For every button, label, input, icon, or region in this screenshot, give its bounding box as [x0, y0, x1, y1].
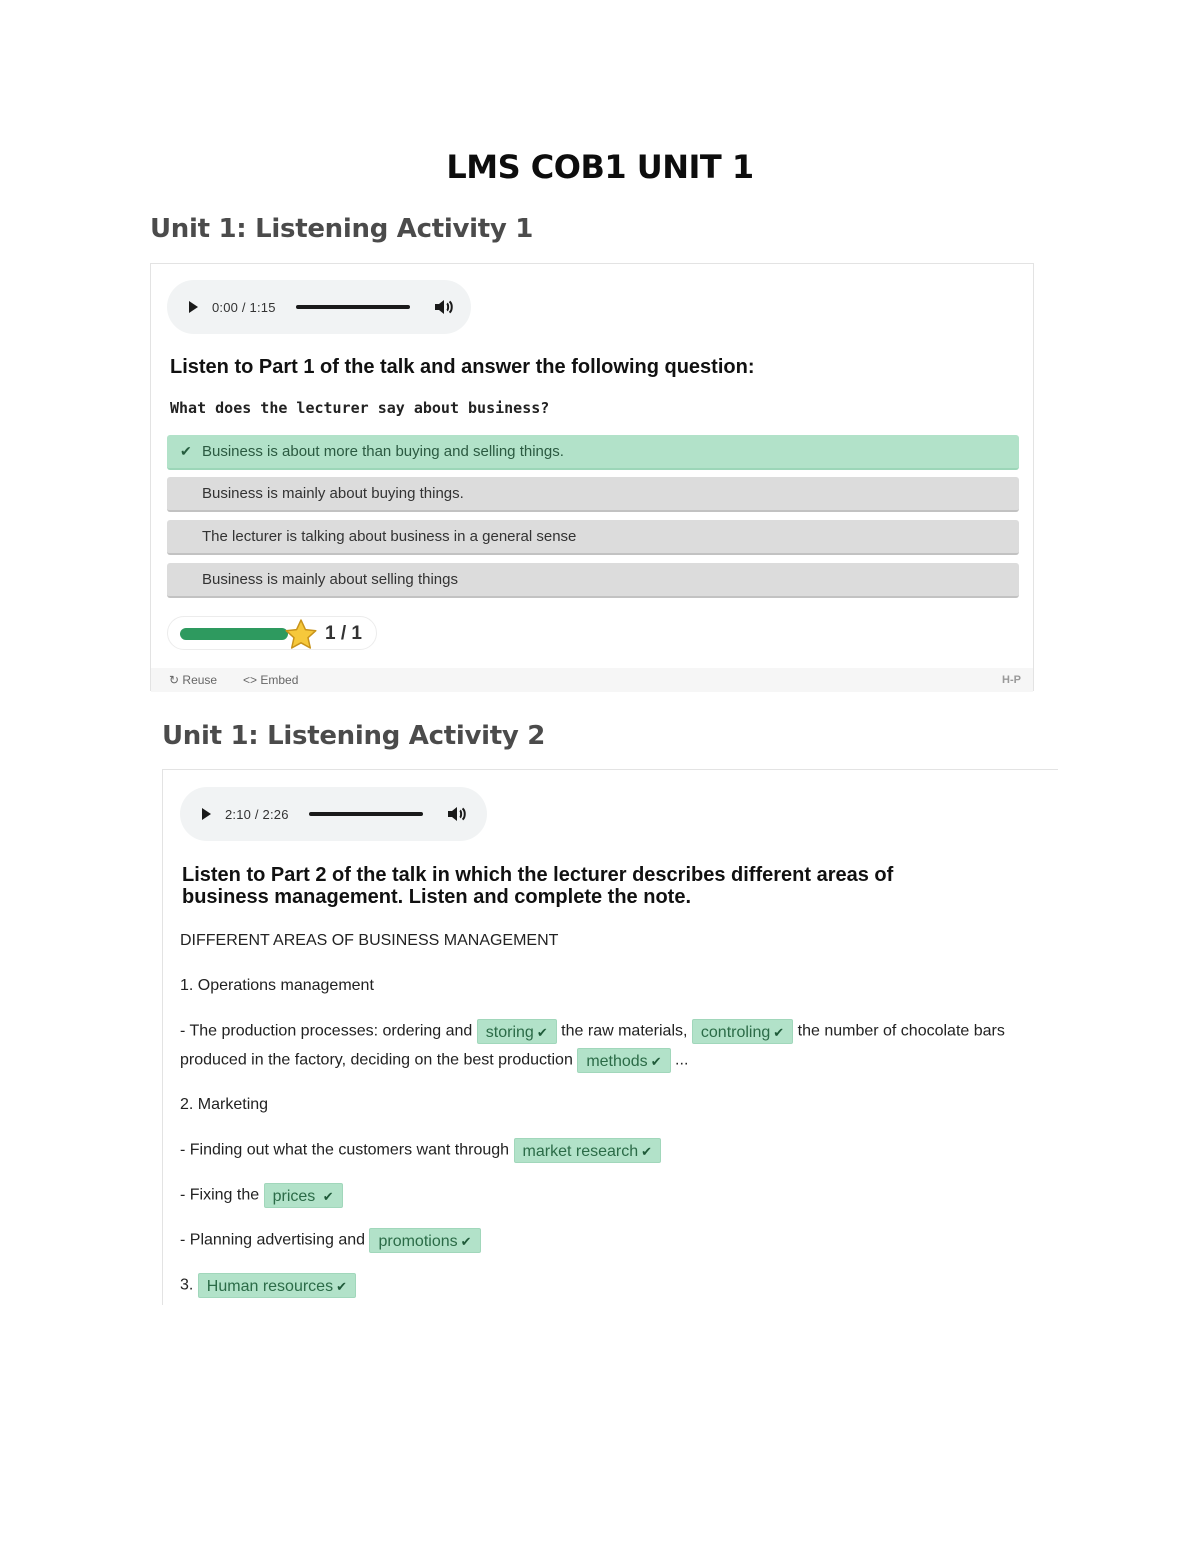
reuse-label: Reuse	[182, 673, 218, 687]
note-line-market-research	[180, 1138, 661, 1163]
answer-option-3[interactable]	[167, 520, 1019, 555]
reuse-button[interactable]	[169, 673, 217, 687]
gap-text: Human resources	[206, 1278, 334, 1295]
activity2-card	[162, 769, 1058, 1305]
check-icon: ✔	[650, 1054, 662, 1069]
audio-time: 2:10 / 2:26	[225, 806, 289, 822]
score-text: 1 / 1	[325, 623, 362, 644]
activity2-question-title-line2: business management. Listen and complete the note.	[182, 886, 691, 908]
answer-option-4[interactable]	[167, 563, 1019, 598]
audio-time: 0:00 / 1:15	[212, 299, 276, 315]
answer-option-2-text: Business is mainly about buying things.	[202, 485, 464, 502]
note-text: the raw materials,	[561, 1022, 688, 1040]
check-icon: ✔	[773, 1025, 785, 1040]
note-line-production-2	[180, 1048, 688, 1073]
activity1-card	[150, 263, 1034, 691]
activity1-question-title: Listen to Part 1 of the talk and answer the following question:	[170, 356, 755, 378]
check-icon: ✔	[536, 1025, 548, 1040]
note-item-1: 1. Operations management	[180, 977, 374, 994]
gap-market-research[interactable]	[514, 1138, 662, 1163]
note-text: produced in the factory, deciding on the best production	[180, 1051, 573, 1069]
activity1-question: What does the lecturer say about business?	[170, 399, 550, 417]
gap-text: promotions	[378, 1233, 458, 1250]
activity1-heading: Unit 1: Listening Activity 1	[150, 214, 534, 244]
document-title: LMS COB1 UNIT 1	[446, 148, 754, 186]
audio-progress-slider[interactable]	[309, 812, 423, 816]
check-icon: ✔	[641, 1144, 653, 1159]
gap-text: controling	[700, 1024, 771, 1041]
note-text: - Fixing the	[180, 1186, 260, 1204]
h5p-footer	[151, 668, 1033, 692]
answer-option-1[interactable]	[167, 435, 1019, 470]
reuse-icon: ↻	[169, 673, 180, 687]
note-line-production	[180, 1019, 1005, 1044]
note-text: ...	[675, 1051, 689, 1069]
gap-storing[interactable]	[477, 1019, 557, 1044]
note-line-promotions	[180, 1228, 481, 1253]
gap-text: methods	[586, 1053, 648, 1070]
gap-text: prices	[272, 1188, 316, 1205]
volume-icon[interactable]	[447, 806, 467, 822]
note-text: the number of chocolate bars	[797, 1022, 1005, 1040]
check-icon: ✔	[322, 1189, 334, 1204]
audio-progress-slider[interactable]	[296, 305, 410, 309]
gap-controling[interactable]	[692, 1019, 793, 1044]
score-progress-bar	[180, 628, 288, 640]
answer-option-2[interactable]	[167, 477, 1019, 512]
note-item-2: 2. Marketing	[180, 1096, 269, 1113]
note-line-prices	[180, 1183, 343, 1208]
check-icon: ✔	[460, 1234, 472, 1249]
activity2-question-title-line1: Listen to Part 2 of the talk in which the lecturer describes different areas of	[182, 864, 894, 886]
check-icon: ✔	[336, 1279, 347, 1294]
activity2-heading: Unit 1: Listening Activity 2	[162, 721, 546, 751]
check-icon: ✔	[180, 443, 192, 459]
embed-button[interactable]	[243, 673, 298, 687]
volume-icon[interactable]	[434, 299, 454, 315]
gap-text: storing	[485, 1024, 534, 1041]
embed-icon: <>	[243, 673, 258, 687]
score-indicator	[167, 616, 377, 650]
note-text: - The production processes: ordering and	[180, 1022, 473, 1040]
h5p-logo[interactable]: H-P	[1002, 674, 1021, 686]
gap-text: market research	[522, 1143, 639, 1160]
gap-human-resources[interactable]	[198, 1273, 356, 1298]
activity1-audio-player[interactable]	[167, 280, 471, 334]
note-text: 3.	[180, 1276, 194, 1294]
answer-option-1-text: Business is about more than buying and selling things.	[202, 443, 564, 460]
note-item-3	[180, 1273, 356, 1298]
note-text: - Planning advertising and	[180, 1231, 366, 1249]
star-icon	[284, 618, 318, 655]
play-icon[interactable]	[202, 808, 211, 820]
note-heading: DIFFERENT AREAS OF BUSINESS MANAGEMENT	[180, 932, 559, 949]
embed-label: Embed	[260, 673, 299, 687]
play-icon[interactable]	[189, 301, 198, 313]
activity2-audio-player[interactable]	[180, 787, 487, 841]
gap-prices[interactable]	[264, 1183, 343, 1208]
note-text: - Finding out what the customers want through	[180, 1141, 510, 1159]
gap-promotions[interactable]	[369, 1228, 480, 1253]
answer-option-4-text: Business is mainly about selling things	[202, 571, 458, 588]
answer-option-3-text: The lecturer is talking about business in a general sense	[202, 528, 577, 545]
gap-methods[interactable]	[577, 1048, 670, 1073]
